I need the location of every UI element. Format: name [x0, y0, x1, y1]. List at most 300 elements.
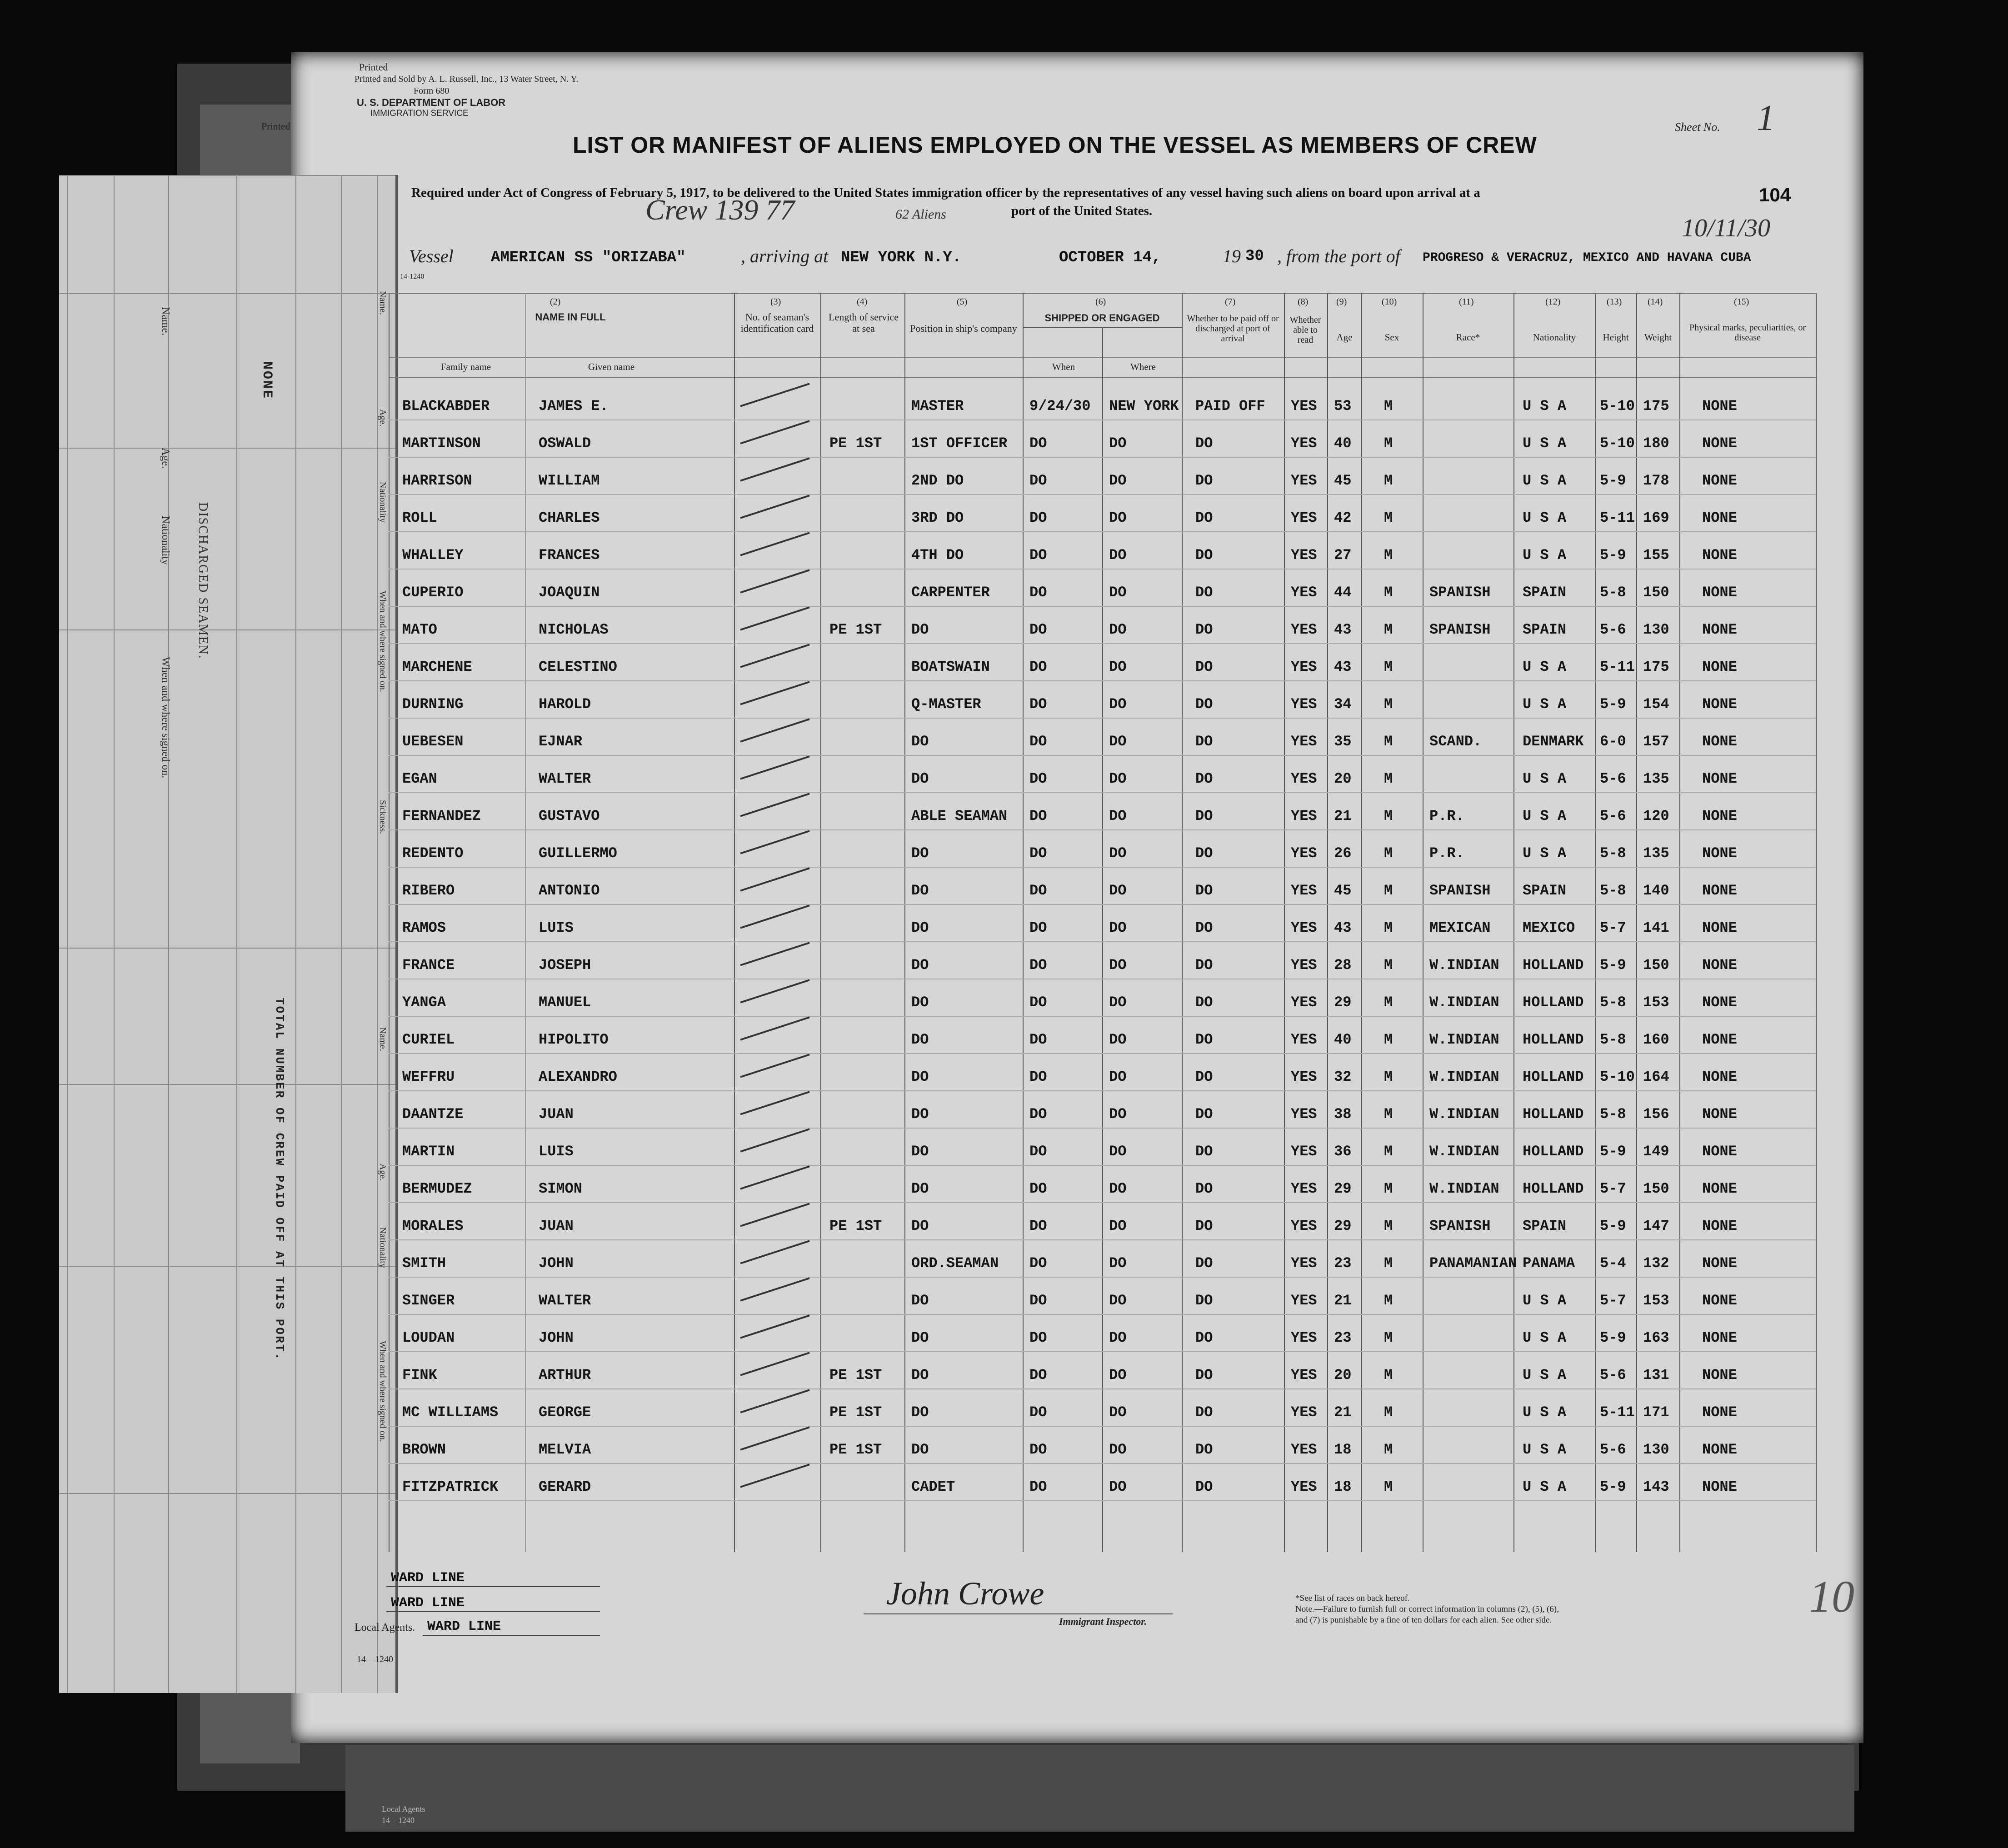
cell-family-name: YANGA	[402, 994, 446, 1011]
cell-paid-off: DO	[1195, 1106, 1213, 1123]
cell-given-name: MELVIA	[539, 1441, 591, 1458]
discharged-seamen-flap	[59, 175, 398, 1693]
cell-shipped-where: DO	[1109, 696, 1127, 713]
cell-sex: M	[1384, 509, 1393, 526]
cell-shipped-when: DO	[1029, 435, 1047, 452]
cell-family-name: CUPERIO	[402, 584, 464, 601]
cell-height: 5-9	[1600, 696, 1626, 713]
table-row	[389, 384, 1816, 421]
arriving-label: , arriving at	[741, 246, 829, 266]
cell-given-name: HIPOLITO	[539, 1031, 609, 1048]
cell-given-name: GERARD	[539, 1478, 591, 1495]
cell-age: 32	[1334, 1069, 1352, 1085]
footer-form-code: 14—1240	[357, 1654, 393, 1664]
cell-given-name: ANTONIO	[539, 882, 600, 899]
cell-age: 43	[1334, 621, 1352, 638]
cell-sex: M	[1384, 808, 1393, 824]
department: U. S. DEPARTMENT OF LABOR	[357, 97, 506, 108]
footnote-line-2: Note.—Failure to furnish full or correct information in columns (2), (5), (6),	[1295, 1604, 1559, 1614]
cell-given-name: CELESTINO	[539, 659, 617, 675]
cell-physical-marks: NONE	[1702, 696, 1737, 713]
handwritten-date: 10/11/30	[1682, 214, 1770, 242]
cell-shipped-where: DO	[1109, 584, 1127, 601]
cell-physical-marks: NONE	[1702, 1404, 1737, 1421]
vessel-label: Vessel	[409, 246, 454, 266]
cell-position: DO	[911, 1180, 929, 1197]
cell-nationality: HOLLAND	[1523, 994, 1584, 1011]
year-suffix: 30	[1245, 248, 1264, 265]
cell-family-name: UEBESEN	[402, 733, 464, 750]
cell-nationality: HOLLAND	[1523, 1180, 1584, 1197]
cell-race: SPANISH	[1429, 621, 1491, 638]
cell-given-name: WALTER	[539, 770, 591, 787]
id-card-check-mark	[740, 1463, 809, 1488]
cell-physical-marks: NONE	[1702, 994, 1737, 1011]
cell-physical-marks: NONE	[1702, 1180, 1737, 1197]
table-row	[389, 496, 1816, 533]
cell-height: 5-6	[1600, 808, 1626, 824]
table-row	[389, 1092, 1816, 1129]
cell-nationality: U S A	[1523, 435, 1567, 452]
cell-length-of-service: PE 1ST	[829, 1218, 882, 1234]
cell-weight: 171	[1643, 1404, 1669, 1421]
cell-able-to-read: YES	[1291, 845, 1317, 862]
cell-able-to-read: YES	[1291, 398, 1317, 415]
cell-able-to-read: YES	[1291, 1106, 1317, 1123]
cell-shipped-when: DO	[1029, 808, 1047, 824]
cell-height: 5-10	[1600, 435, 1635, 452]
id-card-check-mark	[740, 793, 809, 817]
cell-shipped-where: DO	[1109, 882, 1127, 899]
cell-weight: 135	[1643, 845, 1669, 862]
id-card-check-mark	[740, 494, 809, 519]
cell-age: 21	[1334, 1292, 1352, 1309]
id-card-check-mark	[740, 1016, 809, 1040]
cell-position: BOATSWAIN	[911, 659, 990, 675]
cell-paid-off: DO	[1195, 1292, 1213, 1309]
col6-number: (6)	[1095, 297, 1106, 307]
cell-shipped-when: DO	[1029, 1069, 1047, 1085]
cell-shipped-where: DO	[1109, 1367, 1127, 1384]
cell-shipped-when: DO	[1029, 584, 1047, 601]
cell-sex: M	[1384, 733, 1393, 750]
cell-shipped-where: DO	[1109, 1106, 1127, 1123]
table-row	[389, 1055, 1816, 1092]
cell-position: DO	[911, 919, 929, 936]
table-row	[389, 1129, 1816, 1167]
cell-paid-off: DO	[1195, 1478, 1213, 1495]
cell-age: 26	[1334, 845, 1352, 862]
cell-paid-off: DO	[1195, 621, 1213, 638]
table-row	[389, 906, 1816, 943]
cell-able-to-read: YES	[1291, 435, 1317, 452]
cell-age: 29	[1334, 1218, 1352, 1234]
handwritten-crew-count: Crew 139 77	[645, 194, 795, 226]
cell-sex: M	[1384, 882, 1393, 899]
cell-height: 5-9	[1600, 472, 1626, 489]
arriving-port: NEW YORK N.Y.	[841, 249, 962, 266]
cell-able-to-read: YES	[1291, 770, 1317, 787]
sb-nationality: Nationality	[160, 516, 171, 565]
cell-paid-off: DO	[1195, 882, 1213, 899]
cell-height: 5-4	[1600, 1255, 1626, 1272]
cell-position: DO	[911, 1404, 929, 1421]
table-row	[389, 1465, 1816, 1502]
cell-position: DO	[911, 733, 929, 750]
col12-header: Nationality	[1533, 332, 1576, 343]
col5-number: (5)	[957, 297, 968, 307]
col14-header: Weight	[1644, 332, 1672, 343]
cell-given-name: JUAN	[539, 1218, 574, 1234]
cell-nationality: U S A	[1523, 808, 1567, 824]
id-card-check-mark	[740, 1054, 809, 1078]
cell-weight: 130	[1643, 621, 1669, 638]
cell-sex: M	[1384, 659, 1393, 675]
cell-race: SCAND.	[1429, 733, 1482, 750]
cell-nationality: U S A	[1523, 845, 1567, 862]
id-card-check-mark	[740, 1091, 809, 1115]
cell-shipped-where: DO	[1109, 1031, 1127, 1048]
col12-number: (12)	[1545, 297, 1561, 307]
cell-physical-marks: NONE	[1702, 770, 1737, 787]
cell-physical-marks: NONE	[1702, 1292, 1737, 1309]
sb-total-paid-off: TOTAL NUMBER OF CREW PAID OFF AT THIS PORT.	[273, 998, 286, 1361]
cell-able-to-read: YES	[1291, 808, 1317, 824]
cell-shipped-where: DO	[1109, 1478, 1127, 1495]
cell-physical-marks: NONE	[1702, 1218, 1737, 1234]
cell-paid-off: DO	[1195, 696, 1213, 713]
cell-given-name: JAMES E.	[539, 398, 609, 415]
cell-height: 5-9	[1600, 1218, 1626, 1234]
cell-family-name: CURIEL	[402, 1031, 455, 1048]
cell-position: 4TH DO	[911, 547, 964, 564]
table-row	[389, 1390, 1816, 1428]
cell-nationality: U S A	[1523, 659, 1567, 675]
cell-sex: M	[1384, 547, 1393, 564]
cell-height: 5-9	[1600, 1329, 1626, 1346]
vessel-name: AMERICAN SS "ORIZABA"	[491, 249, 686, 266]
cell-weight: 149	[1643, 1143, 1669, 1160]
cell-sex: M	[1384, 1478, 1393, 1495]
cell-shipped-where: DO	[1109, 547, 1127, 564]
cell-family-name: SINGER	[402, 1292, 455, 1309]
cell-able-to-read: YES	[1291, 621, 1317, 638]
cell-physical-marks: NONE	[1702, 1255, 1737, 1272]
cell-physical-marks: NONE	[1702, 1367, 1737, 1384]
cell-shipped-when: DO	[1029, 919, 1047, 936]
form-number: Form 680	[414, 86, 450, 96]
cell-age: 21	[1334, 808, 1352, 824]
cell-position: DO	[911, 994, 929, 1011]
cell-weight: 135	[1643, 770, 1669, 787]
cell-given-name: JOHN	[539, 1329, 574, 1346]
table-row	[389, 869, 1816, 906]
cell-sex: M	[1384, 770, 1393, 787]
cell-position: DO	[911, 1143, 929, 1160]
cell-race: SPANISH	[1429, 1218, 1491, 1234]
table-row	[389, 1204, 1816, 1241]
col3-number: (3)	[770, 297, 781, 307]
table-row	[389, 943, 1816, 980]
cell-shipped-where: DO	[1109, 509, 1127, 526]
cell-age: 20	[1334, 1367, 1352, 1384]
cell-given-name: HAROLD	[539, 696, 591, 713]
cell-age: 34	[1334, 696, 1352, 713]
cell-age: 29	[1334, 1180, 1352, 1197]
col9-number: (9)	[1336, 297, 1347, 307]
cell-height: 5-8	[1600, 845, 1626, 862]
cell-position: DO	[911, 770, 929, 787]
strip-sickness: Sickness.	[378, 800, 388, 834]
cell-height: 5-9	[1600, 547, 1626, 564]
cell-race: P.R.	[1429, 845, 1464, 862]
cell-given-name: GUSTAVO	[539, 808, 600, 824]
col7-header: Whether to be paid off or discharged at port of arrival	[1187, 314, 1279, 344]
cell-able-to-read: YES	[1291, 509, 1317, 526]
cell-shipped-where: DO	[1109, 770, 1127, 787]
cell-position: DO	[911, 621, 929, 638]
id-card-check-mark	[740, 532, 809, 556]
strip-age: Age.	[378, 409, 388, 427]
col2-header: NAME IN FULL	[535, 311, 606, 323]
cell-family-name: RIBERO	[402, 882, 455, 899]
cell-family-name: FITZPATRICK	[402, 1478, 499, 1495]
cell-shipped-when: 9/24/30	[1029, 398, 1091, 415]
cell-shipped-where: DO	[1109, 733, 1127, 750]
sb-none: NONE	[259, 361, 275, 400]
cell-weight: 131	[1643, 1367, 1669, 1384]
cell-nationality: HOLLAND	[1523, 1106, 1584, 1123]
cell-able-to-read: YES	[1291, 584, 1317, 601]
sheet-label: Sheet No.	[1675, 120, 1720, 134]
cell-able-to-read: YES	[1291, 659, 1317, 675]
footnote-line-3: and (7) is punishable by a fine of ten dollars for each alien. See other side.	[1295, 1615, 1552, 1625]
strip-when-where: When and where signed on.	[378, 591, 388, 692]
cell-shipped-where: DO	[1109, 919, 1127, 936]
id-card-check-mark	[740, 644, 809, 668]
cell-paid-off: DO	[1195, 957, 1213, 974]
cell-age: 18	[1334, 1441, 1352, 1458]
cell-race: P.R.	[1429, 808, 1464, 824]
cell-position: DO	[911, 845, 929, 862]
cell-position: DO	[911, 882, 929, 899]
page-number: 104	[1759, 184, 1791, 205]
id-card-check-mark	[740, 1128, 809, 1152]
cell-shipped-when: DO	[1029, 472, 1047, 489]
cell-age: 23	[1334, 1255, 1352, 1272]
cell-weight: 155	[1643, 547, 1669, 564]
col8-header: Whether able to read	[1289, 315, 1321, 345]
page-title: LIST OR MANIFEST OF ALIENS EMPLOYED ON THE VESSEL AS MEMBERS OF CREW	[573, 132, 1537, 158]
col14-number: (14)	[1648, 297, 1663, 307]
cell-race: W.INDIAN	[1429, 1031, 1499, 1048]
cell-age: 42	[1334, 509, 1352, 526]
cell-sex: M	[1384, 845, 1393, 862]
cell-height: 5-6	[1600, 621, 1626, 638]
inspector-signature: John Crowe	[886, 1575, 1044, 1612]
id-card-check-mark	[740, 420, 809, 444]
table-row	[389, 1428, 1816, 1465]
cell-shipped-when: DO	[1029, 696, 1047, 713]
cell-able-to-read: YES	[1291, 1143, 1317, 1160]
cell-paid-off: DO	[1195, 994, 1213, 1011]
cell-weight: 132	[1643, 1255, 1669, 1272]
cell-shipped-when: DO	[1029, 882, 1047, 899]
cell-height: 5-10	[1600, 1069, 1635, 1085]
id-card-check-mark	[740, 606, 809, 630]
cell-position: Q-MASTER	[911, 696, 981, 713]
cell-paid-off: DO	[1195, 509, 1213, 526]
col8-number: (8)	[1298, 297, 1309, 307]
cell-weight: 150	[1643, 1180, 1669, 1197]
cell-family-name: WHALLEY	[402, 547, 464, 564]
id-card-check-mark	[740, 942, 809, 966]
cell-shipped-when: DO	[1029, 1180, 1047, 1197]
cell-nationality: U S A	[1523, 1478, 1567, 1495]
table-row	[389, 719, 1816, 757]
table-row	[389, 608, 1816, 645]
cell-height: 5-8	[1600, 994, 1626, 1011]
cell-position: 2ND DO	[911, 472, 964, 489]
subtitle-line-2: port of the United States.	[1011, 204, 1153, 218]
cell-nationality: U S A	[1523, 547, 1567, 564]
col15-number: (15)	[1734, 297, 1749, 307]
cell-position: DO	[911, 1218, 929, 1234]
cell-sex: M	[1384, 919, 1393, 936]
col2-given-header: Given name	[588, 361, 635, 372]
cell-shipped-when: DO	[1029, 659, 1047, 675]
id-card-check-mark	[740, 681, 809, 705]
cell-sex: M	[1384, 994, 1393, 1011]
cell-sex: M	[1384, 621, 1393, 638]
cell-nationality: HOLLAND	[1523, 1031, 1584, 1048]
cell-shipped-where: DO	[1109, 472, 1127, 489]
col11-number: (11)	[1459, 297, 1474, 307]
cell-age: 44	[1334, 584, 1352, 601]
cell-race: W.INDIAN	[1429, 1143, 1499, 1160]
cell-paid-off: DO	[1195, 659, 1213, 675]
cell-sex: M	[1384, 435, 1393, 452]
cell-weight: 156	[1643, 1106, 1669, 1123]
cell-weight: 154	[1643, 696, 1669, 713]
cell-paid-off: DO	[1195, 547, 1213, 564]
cell-able-to-read: YES	[1291, 1218, 1317, 1234]
cell-paid-off: DO	[1195, 919, 1213, 936]
cell-physical-marks: NONE	[1702, 1069, 1737, 1085]
cell-given-name: LUIS	[539, 919, 574, 936]
cell-age: 43	[1334, 919, 1352, 936]
cell-family-name: DAANTZE	[402, 1106, 464, 1123]
cell-weight: 143	[1643, 1478, 1669, 1495]
cell-nationality: SPAIN	[1523, 882, 1567, 899]
cell-shipped-when: DO	[1029, 733, 1047, 750]
arrival-date: OCTOBER 14,	[1059, 249, 1161, 266]
cell-position: DO	[911, 1329, 929, 1346]
strip-age-2: Age.	[378, 1164, 388, 1181]
col9-header: Age	[1336, 332, 1353, 343]
cell-family-name: RAMOS	[402, 919, 446, 936]
cell-race: SPANISH	[1429, 584, 1491, 601]
cell-sex: M	[1384, 1292, 1393, 1309]
cell-family-name: REDENTO	[402, 845, 464, 862]
cell-shipped-when: DO	[1029, 1031, 1047, 1048]
cell-shipped-where: DO	[1109, 1069, 1127, 1085]
cell-height: 5-8	[1600, 584, 1626, 601]
table-row	[389, 570, 1816, 608]
cell-age: 21	[1334, 1404, 1352, 1421]
cell-physical-marks: NONE	[1702, 845, 1737, 862]
cell-able-to-read: YES	[1291, 919, 1317, 936]
cell-family-name: MATO	[402, 621, 437, 638]
cell-sex: M	[1384, 1106, 1393, 1123]
cell-race: W.INDIAN	[1429, 1069, 1499, 1085]
cell-height: 5-7	[1600, 1180, 1626, 1197]
cell-weight: 150	[1643, 957, 1669, 974]
cell-age: 18	[1334, 1478, 1352, 1495]
cell-shipped-where: DO	[1109, 659, 1127, 675]
cell-position: DO	[911, 1441, 929, 1458]
cell-nationality: HOLLAND	[1523, 1143, 1584, 1160]
cell-sex: M	[1384, 696, 1393, 713]
cell-race: SPANISH	[1429, 882, 1491, 899]
cell-height: 5-9	[1600, 1143, 1626, 1160]
agent-line-2: WARD LINE	[391, 1595, 465, 1611]
cell-able-to-read: YES	[1291, 1404, 1317, 1421]
col4-header: Length of service at sea	[829, 311, 899, 334]
cell-weight: 160	[1643, 1031, 1669, 1048]
cell-position: DO	[911, 1367, 929, 1384]
cell-shipped-where: DO	[1109, 808, 1127, 824]
cell-position: MASTER	[911, 398, 964, 415]
cell-shipped-when: DO	[1029, 770, 1047, 787]
cell-given-name: MANUEL	[539, 994, 591, 1011]
cell-paid-off: DO	[1195, 1367, 1213, 1384]
cell-family-name: SMITH	[402, 1255, 446, 1272]
cell-shipped-where: DO	[1109, 1143, 1127, 1160]
cell-paid-off: DO	[1195, 1441, 1213, 1458]
cell-given-name: WALTER	[539, 1292, 591, 1309]
cell-sex: M	[1384, 1031, 1393, 1048]
cell-paid-off: DO	[1195, 1143, 1213, 1160]
cell-sex: M	[1384, 1404, 1393, 1421]
cell-paid-off: DO	[1195, 472, 1213, 489]
cell-sex: M	[1384, 398, 1393, 415]
strip-code: 14—1240	[382, 1816, 415, 1825]
cell-able-to-read: YES	[1291, 733, 1317, 750]
cell-shipped-when: DO	[1029, 509, 1047, 526]
cell-age: 53	[1334, 398, 1352, 415]
agent-line-1: WARD LINE	[391, 1570, 465, 1586]
cell-given-name: JUAN	[539, 1106, 574, 1123]
cell-physical-marks: NONE	[1702, 733, 1737, 750]
table-row	[389, 1241, 1816, 1279]
cell-weight: 175	[1643, 659, 1669, 675]
cell-weight: 120	[1643, 808, 1669, 824]
cell-shipped-when: DO	[1029, 957, 1047, 974]
cell-nationality: DENMARK	[1523, 733, 1584, 750]
cell-sex: M	[1384, 1441, 1393, 1458]
cell-length-of-service: PE 1ST	[829, 435, 882, 452]
col3-header: No. of seaman's identification card	[740, 311, 814, 334]
id-card-check-mark	[740, 979, 809, 1003]
cell-race: W.INDIAN	[1429, 957, 1499, 974]
id-card-check-mark	[740, 1352, 809, 1376]
cell-age: 40	[1334, 435, 1352, 452]
printed-label: Printed	[261, 120, 290, 132]
cell-shipped-when: DO	[1029, 1292, 1047, 1309]
cell-age: 23	[1334, 1329, 1352, 1346]
id-card-check-mark	[740, 1426, 809, 1450]
